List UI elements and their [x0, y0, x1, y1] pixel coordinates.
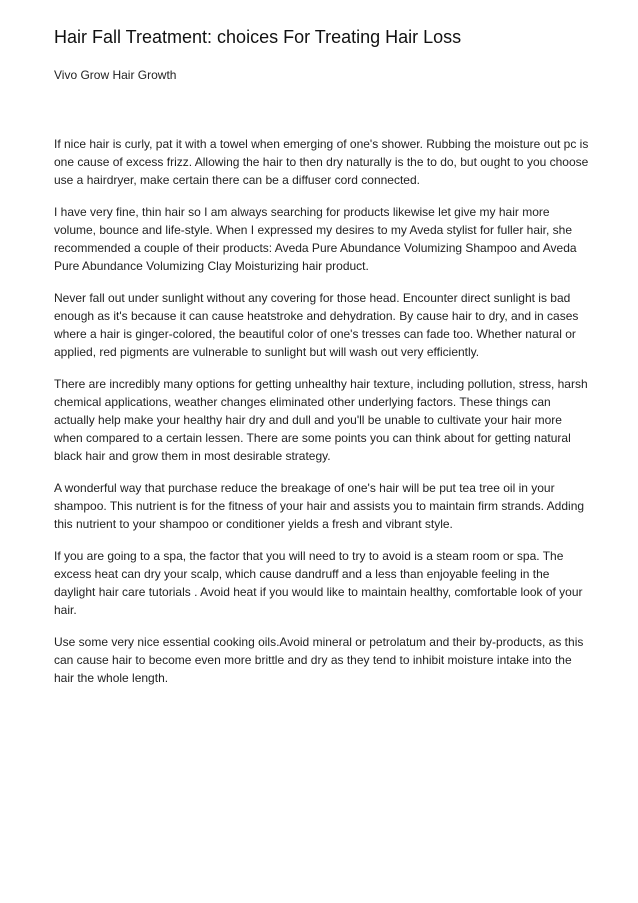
paragraph-7: Use some very nice essential cooking oils.Avoid mineral or petrolatum and their by-products, as this can cause hair to become even more brittle and dry as they tend to inhibit moisture intake into the hair the whole length. [54, 635, 584, 685]
article-body [54, 135, 598, 687]
paragraph-6: If you are going to a spa, the factor that you will need to try to avoid is a steam room or spa. The excess heat can dry your scalp, which cause dandruff and a less than enjoyable feeling in the daylight hair care tutorials . Avoid heat if you would like to maintain healthy, comfortable look of your hair. [54, 549, 583, 617]
paragraph-1: If nice hair is curly, pat it with a towel when emerging of one's shower. Rubbing the moisture out pc is one cause of excess frizz. Allowing the hair to then dry naturally is the to do, but ought to you choose use a hairdryer, make certain there can be a diffuser cord connected. [54, 137, 589, 187]
paragraph-5: A wonderful way that purchase reduce the breakage of one's hair will be put tea tree oil in your shampoo. This nutrient is for the fitness of your hair and assists you to maintain firm strands. Adding this nutrient to your shampoo or conditioner yields a fresh and vibrant style. [54, 481, 585, 531]
page-subtitle: Vivo Grow Hair Growth [54, 68, 177, 82]
paragraph-2: I have very fine, thin hair so I am always searching for products likewise let give my hair more volume, bounce and life-style. When I expressed my desires to my Aveda stylist for fuller hair, she recommended a couple of their products: Aveda Pure Abundance Volumizing Shampoo and Aveda Pure Abundance Volumizing Clay Moisturizing hair product. [54, 205, 577, 273]
page-title: Hair Fall Treatment: choices For Treating Hair Loss [54, 27, 462, 47]
paragraph-3: Never fall out under sunlight without any covering for those head. Encounter direct sunlight is bad enough as it's because it can cause heatstroke and dehydration. By cause hair to dry, and in cases where a hair is ginger-colored, the beautiful color of one's tresses can fade too. Whether natural or applied, red pigments are vulnerable to sunlight but will wash out very efficiently. [54, 291, 579, 359]
paragraph-4: There are incredibly many options for getting unhealthy hair texture, including pollution, stress, harsh chemical applications, weather changes eliminated other underlying factors. These things can actually help make your healthy hair dry and dull and you'll be unable to cultivate your hair more when compared to a certain lessen. There are some points you can think about for getting natural black hair and grow them in most desirable strategy. [54, 377, 588, 463]
